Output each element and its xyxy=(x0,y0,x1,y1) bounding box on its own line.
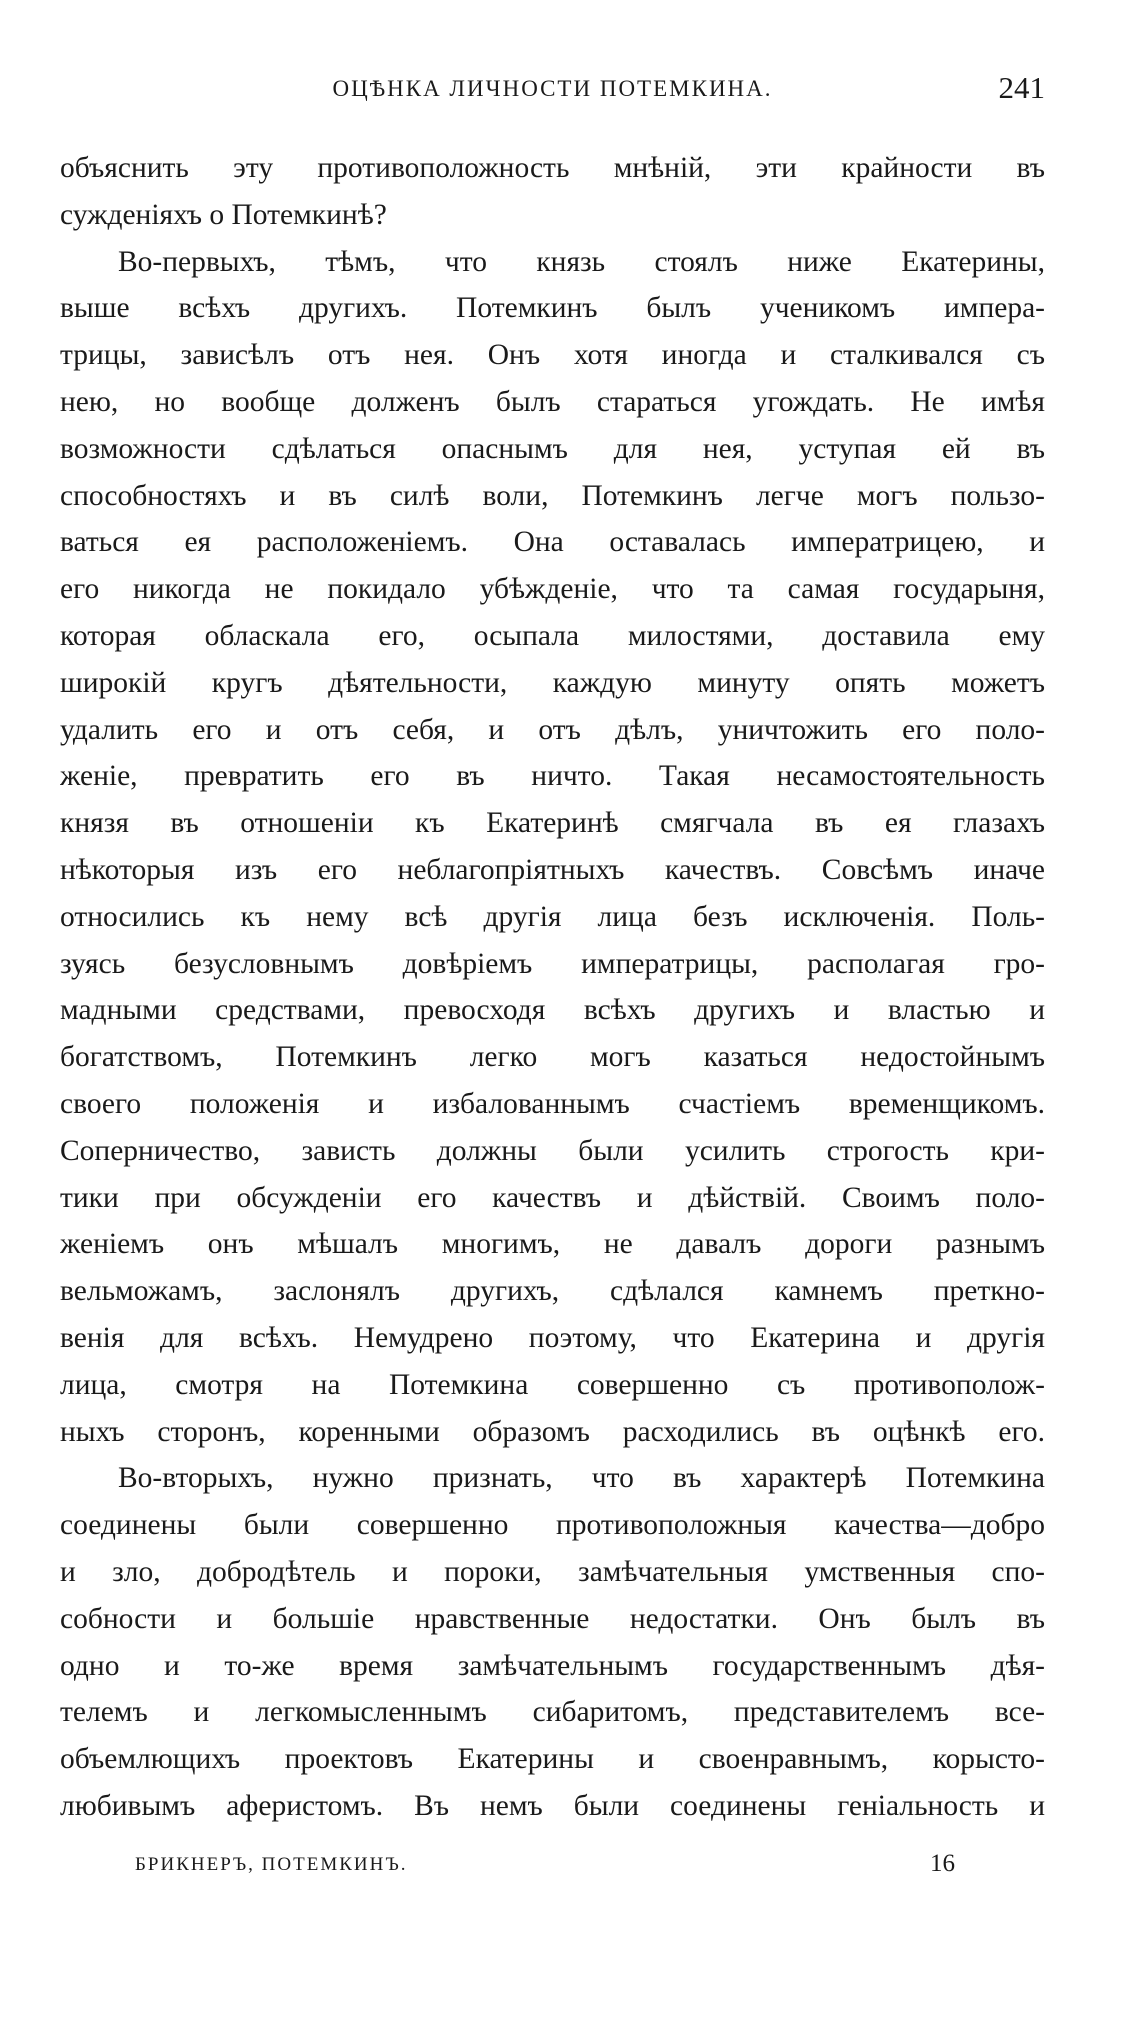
text-line: собности и большіе нравственные недостатки. Онъ былъ въ xyxy=(60,1602,1045,1635)
text-line: венія для всѣхъ. Немудрено поэтому, что Екатерина и другія xyxy=(60,1321,1045,1354)
text-line: одно и то-же время замѣчательнымъ государственнымъ дѣя- xyxy=(60,1649,1045,1682)
text-line: и зло, добродѣтель и пороки, замѣчательныя умственныя спо- xyxy=(60,1555,1045,1588)
text-line: относились къ нему всѣ другія лица безъ исключенія. Поль- xyxy=(60,900,1045,933)
text-line: способностяхъ и въ силѣ воли, Потемкинъ легче могъ пользо- xyxy=(60,479,1045,512)
text-line: трицы, зависѣлъ отъ нея. Онъ хотя иногда и сталкивался съ xyxy=(60,339,1045,372)
text-line: объяснить эту противоположность мнѣній, эти крайности въ xyxy=(60,152,1045,184)
text-line: князя въ отношеніи къ Екатеринѣ смягчала въ ея глазахъ xyxy=(60,807,1045,840)
signature-mark: БРИКНЕРЪ, ПОТЕМКИНЪ. xyxy=(135,1854,408,1875)
text-line: его никогда не покидало убѣжденіе, что та самая государыня, xyxy=(60,573,1045,606)
text-line: зуясь безусловнымъ довѣріемъ императрицы, располагая гро- xyxy=(60,947,1045,980)
page-footer xyxy=(60,1850,1045,1886)
text-line: женіемъ онъ мѣшалъ многимъ, не давалъ дороги разнымъ xyxy=(60,1228,1045,1261)
text-line: нѣкоторыя изъ его неблагопріятныхъ качествъ. Совсѣмъ иначе xyxy=(60,853,1045,886)
text-line: женіе, превратить его въ ничто. Такая несамостоятельность xyxy=(60,760,1045,793)
page-number: 241 xyxy=(998,70,1045,105)
text-line: лица, смотря на Потемкина совершенно съ противополож- xyxy=(60,1368,1045,1401)
text-line: мадными средствами, превосходя всѣхъ другихъ и властью и xyxy=(60,994,1045,1027)
sheet-number: 16 xyxy=(930,1850,955,1877)
text-line: любивымъ аферистомъ. Въ немъ были соединены геніальность и xyxy=(60,1789,1045,1822)
text-line: объемлющихъ проектовъ Екатерины и своенравнымъ, корысто- xyxy=(60,1743,1045,1776)
text-line: соединены были совершенно противоположныя качества—добро xyxy=(60,1509,1045,1542)
body-text xyxy=(60,145,1045,1830)
running-head xyxy=(60,70,1045,110)
text-line: вельможамъ, заслонялъ другихъ, сдѣлался камнемъ преткно- xyxy=(60,1275,1045,1308)
text-line: удалить его и отъ себя, и отъ дѣлъ, уничтожить его поло- xyxy=(60,713,1045,746)
text-line: своего положенія и избалованнымъ счастіемъ временщикомъ. xyxy=(60,1087,1045,1120)
running-title: ОЦѢНКА ЛИЧНОСТИ ПОТЕМКИНА. xyxy=(332,76,773,101)
text-line: которая обласкала его, осыпала милостями, доставила ему xyxy=(60,619,1045,652)
text-line: сужденіяхъ о Потемкинѣ? xyxy=(60,198,387,231)
text-line: выше всѣхъ другихъ. Потемкинъ былъ ученикомъ импера- xyxy=(60,292,1045,325)
text-line: Соперничество, зависть должны были усилить строгость кри- xyxy=(60,1134,1045,1167)
text-line: тики при обсужденіи его качествъ и дѣйствій. Своимъ поло- xyxy=(60,1181,1045,1214)
text-line: широкій кругъ дѣятельности, каждую минуту опять можетъ xyxy=(60,666,1045,699)
text-line: нею, но вообще долженъ былъ стараться угождать. Не имѣя xyxy=(60,385,1045,418)
text-line: телемъ и легкомысленнымъ сибаритомъ, представителемъ все- xyxy=(60,1696,1045,1729)
text-line: Во-вторыхъ, нужно признать, что въ характерѣ Потемкина xyxy=(118,1462,1045,1495)
text-line: богатствомъ, Потемкинъ легко могъ казаться недостойнымъ xyxy=(60,1041,1045,1074)
text-line: возможности сдѣлаться опаснымъ для нея, уступая ей въ xyxy=(60,432,1045,465)
text-line: ныхъ сторонъ, коренными образомъ расходились въ оцѣнкѣ его. xyxy=(60,1415,1045,1448)
text-line: Во-первыхъ, тѣмъ, что князь стоялъ ниже Екатерины, xyxy=(118,245,1045,278)
text-line: ваться ея расположеніемъ. Она оставалась императрицею, и xyxy=(60,526,1045,559)
